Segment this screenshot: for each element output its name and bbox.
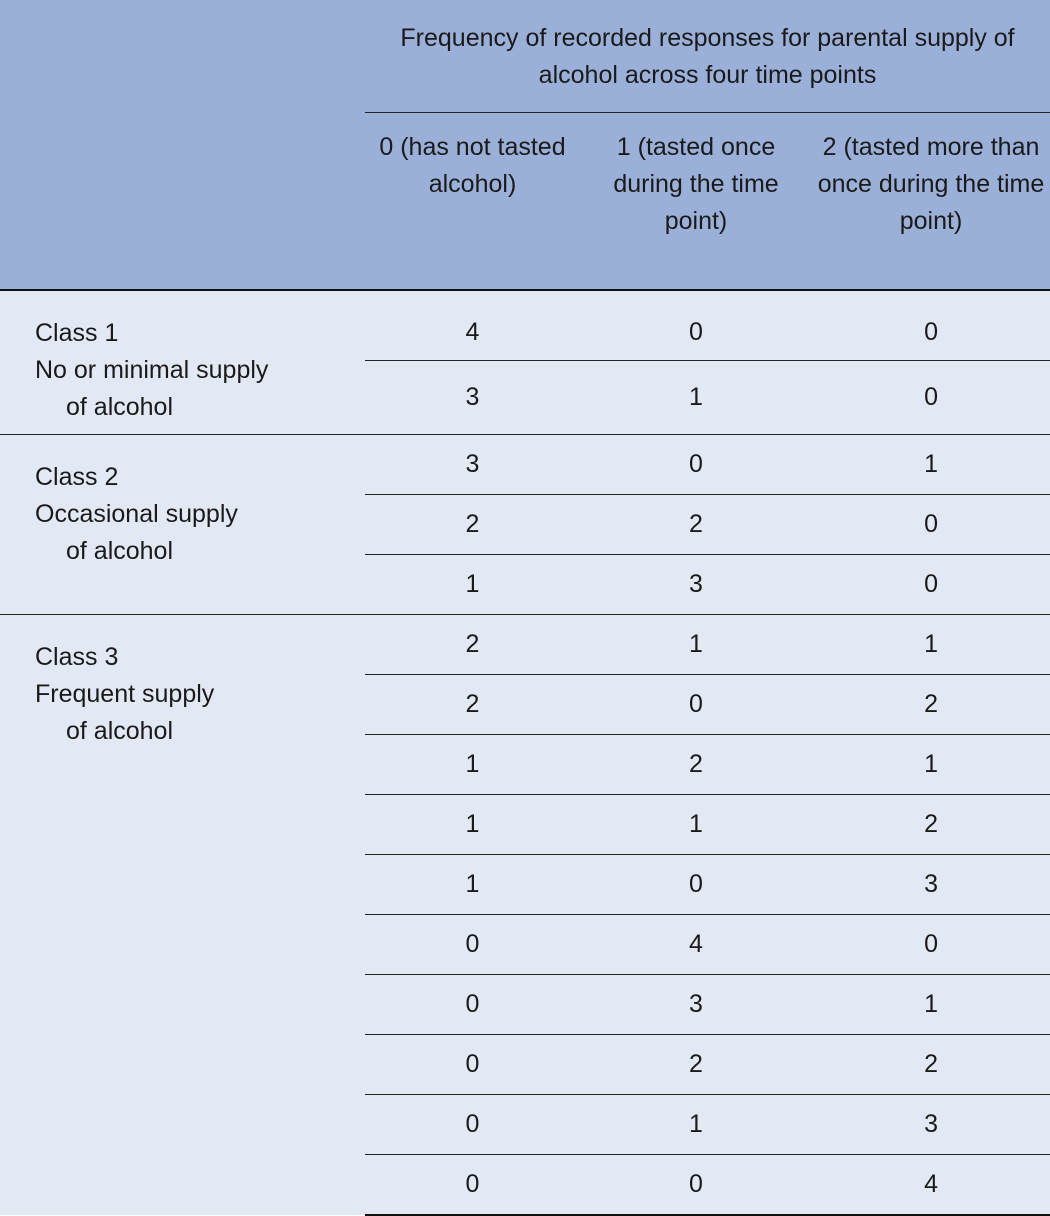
frequency-cell-0: 1 [365, 854, 580, 914]
class-description-line1: Occasional supply [35, 499, 238, 528]
frequency-cell-0: 0 [365, 1154, 580, 1215]
frequency-cell-1: 1 [580, 794, 812, 854]
class-label [0, 614, 365, 1215]
class-label [0, 434, 365, 614]
frequency-cell-0: 2 [365, 674, 580, 734]
class-name: Class 3 [35, 642, 119, 671]
frequency-cell-0: 3 [365, 360, 580, 434]
class-description-line1: Frequent supply [35, 679, 215, 708]
table-row [0, 434, 1050, 494]
frequency-cell-2: 1 [812, 434, 1050, 494]
class-name: Class 2 [35, 462, 119, 491]
frequency-cell-0: 0 [365, 914, 580, 974]
table-row [0, 290, 1050, 360]
frequency-cell-1: 4 [580, 914, 812, 974]
frequency-cell-2: 3 [812, 854, 1050, 914]
frequency-cell-2: 0 [812, 290, 1050, 360]
class-description-line2: of alcohol [66, 536, 174, 565]
frequency-cell-2: 0 [812, 914, 1050, 974]
stub-header [0, 0, 365, 290]
frequency-cell-2: 3 [812, 1094, 1050, 1154]
frequency-cell-2: 2 [812, 1034, 1050, 1094]
frequency-cell-0: 1 [365, 554, 580, 614]
frequency-cell-1: 0 [580, 290, 812, 360]
frequency-cell-1: 2 [580, 494, 812, 554]
frequency-cell-0: 4 [365, 290, 580, 360]
frequency-cell-0: 3 [365, 434, 580, 494]
frequency-cell-2: 2 [812, 794, 1050, 854]
frequency-cell-2: 0 [812, 494, 1050, 554]
frequency-cell-1: 0 [580, 674, 812, 734]
class-description-line2: of alcohol [66, 716, 174, 745]
class-label [0, 290, 365, 434]
class-name: Class 1 [35, 319, 119, 347]
frequency-cell-1: 0 [580, 1154, 812, 1215]
frequency-cell-2: 0 [812, 554, 1050, 614]
column-header-2: 2 (tasted more than once during the time point) [812, 112, 1050, 290]
frequency-cell-2: 0 [812, 360, 1050, 434]
frequency-cell-2: 1 [812, 614, 1050, 674]
frequency-cell-0: 0 [365, 1034, 580, 1094]
table-body [0, 290, 1050, 1215]
group-header: Frequency of recorded responses for parental supply of alcohol across four time points [365, 0, 1050, 112]
frequency-cell-0: 2 [365, 614, 580, 674]
frequency-cell-1: 2 [580, 734, 812, 794]
frequency-cell-2: 4 [812, 1154, 1050, 1215]
frequency-cell-1: 3 [580, 974, 812, 1034]
frequency-cell-2: 1 [812, 734, 1050, 794]
column-header-0: 0 (has not tasted alcohol) [365, 112, 580, 290]
frequency-cell-1: 0 [580, 854, 812, 914]
column-header-1: 1 (tasted once during the time point) [580, 112, 812, 290]
frequency-cell-1: 1 [580, 1094, 812, 1154]
class-description-line2: of alcohol [66, 393, 174, 421]
frequency-cell-1: 1 [580, 614, 812, 674]
frequency-cell-2: 2 [812, 674, 1050, 734]
frequency-cell-0: 0 [365, 1094, 580, 1154]
frequency-cell-0: 1 [365, 734, 580, 794]
frequency-cell-0: 0 [365, 974, 580, 1034]
frequency-cell-0: 2 [365, 494, 580, 554]
class-description-line1: No or minimal supply [35, 356, 269, 384]
frequency-cell-1: 3 [580, 554, 812, 614]
frequency-cell-0: 1 [365, 794, 580, 854]
table-row [0, 614, 1050, 674]
frequency-cell-1: 1 [580, 360, 812, 434]
frequency-cell-1: 0 [580, 434, 812, 494]
frequency-cell-2: 1 [812, 974, 1050, 1034]
frequency-cell-1: 2 [580, 1034, 812, 1094]
